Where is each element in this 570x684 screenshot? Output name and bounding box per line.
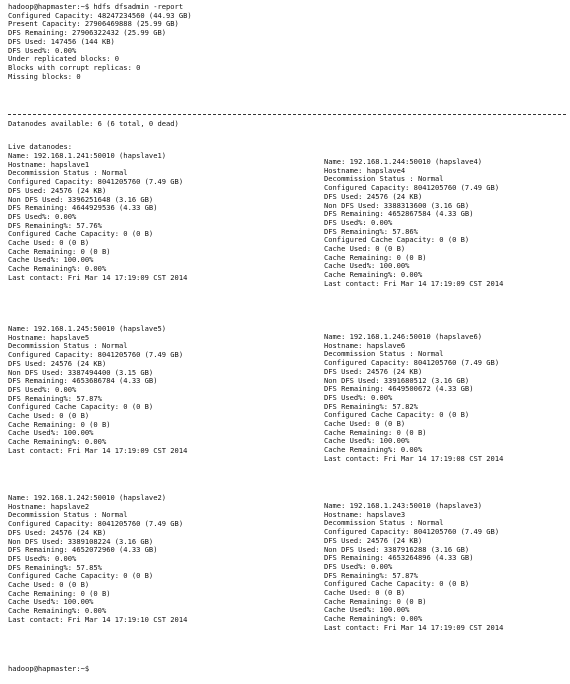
- datanode-block-hapslave2: [8, 494, 187, 625]
- datanode-line: Cache Remaining: 0 (0 B): [8, 419, 111, 429]
- datanode-block-hapslave6: [324, 333, 503, 464]
- datanode-line: DFS Remaining: 4653264896 (4.33 GB): [324, 553, 474, 563]
- datanode-line: DFS Used%: 0.00%: [324, 217, 393, 227]
- datanode-line: Cache Used: 0 (0 B): [8, 238, 90, 248]
- datanode-line: Last contact: Fri Mar 14 17:19:09 CST 2014: [8, 445, 188, 455]
- datanode-line: DFS Used%: 0.00%: [8, 211, 77, 221]
- datanode-line: Name: 192.168.1.242:50010 (hapslave2): [8, 493, 167, 502]
- datanode-line: Configured Capacity: 8041205760 (7.49 GB): [8, 177, 184, 187]
- datanode-line: Cache Used: 0 (0 B): [324, 244, 406, 254]
- datanode-line: DFS Used: 24576 (24 KB): [324, 366, 423, 376]
- datanode-line: Cache Used%: 100.00%: [8, 428, 94, 438]
- datanode-line: DFS Used: 24576 (24 KB): [324, 191, 423, 201]
- prompt-text: hadoop@hapmaster:~$: [8, 664, 90, 673]
- command-line: hadoop@hapmaster:~$ hdfs dfsadmin -report: [8, 2, 184, 11]
- datanode-line: Last contact: Fri Mar 14 17:19:09 CST 2014: [324, 622, 504, 632]
- datanode-line: Cache Remaining%: 0.00%: [324, 270, 423, 280]
- datanode-line: Cache Remaining: 0 (0 B): [324, 252, 427, 262]
- datanode-line: Cache Used%: 100.00%: [8, 255, 94, 265]
- datanode-line: DFS Used: 24576 (24 KB): [8, 527, 107, 537]
- datanode-block-hapslave4: [324, 158, 503, 289]
- datanode-line: Name: 192.168.1.246:50010 (hapslave6): [324, 332, 483, 341]
- datanode-line: Cache Used%: 100.00%: [8, 597, 94, 607]
- datanode-line: DFS Used: 24576 (24 KB): [8, 185, 107, 195]
- datanode-line: Decommission Status : Normal: [8, 168, 128, 178]
- summary-line: Under replicated blocks: 0: [8, 54, 120, 64]
- datanode-line: Cache Remaining%: 0.00%: [8, 264, 107, 274]
- datanode-line: Non DFS Used: 3388313600 (3.16 GB): [324, 200, 470, 210]
- datanode-line: DFS Remaining%: 57.86%: [324, 226, 418, 236]
- summary-line: DFS Used%: 0.00%: [8, 45, 77, 55]
- summary-line: DFS Remaining: 27906322432 (25.99 GB): [8, 28, 167, 38]
- datanode-line: DFS Used: 24576 (24 KB): [8, 358, 107, 368]
- datanode-line: Cache Remaining: 0 (0 B): [324, 596, 427, 606]
- datanode-block-hapslave5: [8, 325, 187, 456]
- datanode-line: DFS Used%: 0.00%: [8, 384, 77, 394]
- summary-line: Configured Capacity: 48247234560 (44.93 GB): [8, 10, 192, 20]
- datanode-line: DFS Used: 24576 (24 KB): [324, 535, 423, 545]
- datanode-line: Cache Used: 0 (0 B): [8, 580, 90, 590]
- datanode-line: DFS Used%: 0.00%: [8, 553, 77, 563]
- datanode-line: DFS Remaining%: 57.76%: [8, 220, 102, 230]
- datanode-line: DFS Remaining: 4644929536 (4.33 GB): [8, 203, 158, 213]
- summary-line: Present Capacity: 27906469888 (25.99 GB): [8, 19, 179, 29]
- datanode-line: DFS Used%: 0.00%: [324, 561, 393, 571]
- datanode-line: Last contact: Fri Mar 14 17:19:08 CST 2014: [324, 453, 504, 463]
- report-summary: [8, 3, 192, 81]
- summary-line: Missing blocks: 0: [8, 71, 81, 81]
- shell-prompt[interactable]: [8, 665, 89, 674]
- datanode-line: Cache Remaining%: 0.00%: [8, 606, 107, 616]
- datanode-line: DFS Remaining%: 57.87%: [324, 570, 418, 580]
- datanode-line: Decommission Status : Normal: [8, 341, 128, 351]
- datanode-line: DFS Remaining: 4649500672 (4.33 GB): [324, 384, 474, 394]
- datanode-line: Cache Used: 0 (0 B): [8, 411, 90, 421]
- summary-line: Blocks with corrupt replicas: 0: [8, 62, 141, 72]
- datanode-line: Hostname: hapslave1: [8, 159, 90, 169]
- datanode-line: Last contact: Fri Mar 14 17:19:10 CST 2014: [8, 614, 188, 624]
- datanode-line: Name: 192.168.1.245:50010 (hapslave5): [8, 324, 167, 333]
- dashed-divider: [8, 114, 566, 115]
- datanode-line: Decommission Status : Normal: [324, 518, 444, 528]
- datanode-line: Last contact: Fri Mar 14 17:19:09 CST 2014: [324, 278, 504, 288]
- datanode-line: Non DFS Used: 3391680512 (3.16 GB): [324, 375, 470, 385]
- datanode-line: Non DFS Used: 3396251648 (3.16 GB): [8, 194, 154, 204]
- datanode-line: Cache Remaining%: 0.00%: [324, 445, 423, 455]
- datanode-line: Cache Used%: 100.00%: [324, 261, 410, 271]
- datanode-line: Configured Cache Capacity: 0 (0 B): [324, 235, 470, 245]
- datanode-line: Configured Capacity: 8041205760 (7.49 GB): [324, 183, 500, 193]
- datanode-line: Hostname: hapslave4: [324, 165, 406, 175]
- datanode-line: Configured Cache Capacity: 0 (0 B): [8, 571, 154, 581]
- summary-line: DFS Used: 147456 (144 KB): [8, 36, 115, 46]
- datanodes-available-line: [8, 120, 179, 129]
- datanode-line: Cache Remaining: 0 (0 B): [8, 588, 111, 598]
- datanode-line: Decommission Status : Normal: [8, 510, 128, 520]
- datanode-line: Last contact: Fri Mar 14 17:19:09 CST 2014: [8, 272, 188, 282]
- datanode-line: Hostname: hapslave3: [324, 509, 406, 519]
- datanode-line: Configured Capacity: 8041205760 (7.49 GB): [324, 527, 500, 537]
- datanode-line: Configured Cache Capacity: 0 (0 B): [8, 402, 154, 412]
- datanode-line: Non DFS Used: 3387916288 (3.16 GB): [324, 544, 470, 554]
- datanode-line: Name: 192.168.1.241:50010 (hapslave1): [8, 151, 167, 160]
- datanode-line: DFS Remaining%: 57.82%: [324, 401, 418, 411]
- datanode-line: Hostname: hapslave5: [8, 332, 90, 342]
- datanode-line: Cache Remaining: 0 (0 B): [8, 246, 111, 256]
- datanodes-available: Datanodes available: 6 (6 total, 0 dead): [8, 119, 179, 128]
- datanode-line: Name: 192.168.1.243:50010 (hapslave3): [324, 501, 483, 510]
- datanode-line: Configured Capacity: 8041205760 (7.49 GB): [324, 358, 500, 368]
- datanode-line: Non DFS Used: 3387494400 (3.15 GB): [8, 367, 154, 377]
- datanode-line: Cache Used%: 100.00%: [324, 605, 410, 615]
- datanode-block-hapslave3: [324, 502, 503, 633]
- datanode-line: Cache Remaining%: 0.00%: [8, 437, 107, 447]
- datanode-line: Hostname: hapslave6: [324, 340, 406, 350]
- datanode-line: Cache Remaining: 0 (0 B): [324, 427, 427, 437]
- datanode-line: Configured Cache Capacity: 0 (0 B): [324, 579, 470, 589]
- datanode-line: DFS Remaining%: 57.87%: [8, 393, 102, 403]
- datanode-line: Configured Cache Capacity: 0 (0 B): [324, 410, 470, 420]
- datanode-line: DFS Remaining: 4653686784 (4.33 GB): [8, 376, 158, 386]
- datanode-line: Cache Remaining%: 0.00%: [324, 614, 423, 624]
- datanode-line: Cache Used%: 100.00%: [324, 436, 410, 446]
- datanode-line: DFS Used%: 0.00%: [324, 392, 393, 402]
- datanode-line: Non DFS Used: 3389108224 (3.16 GB): [8, 536, 154, 546]
- datanode-block-hapslave1: [8, 152, 187, 283]
- datanode-line: DFS Remaining: 4652072960 (4.33 GB): [8, 545, 158, 555]
- datanode-line: Name: 192.168.1.244:50010 (hapslave4): [324, 157, 483, 166]
- live-datanodes-label: Live datanodes:: [8, 142, 73, 151]
- datanode-line: Configured Capacity: 8041205760 (7.49 GB): [8, 519, 184, 529]
- datanode-line: DFS Remaining: 4652867584 (4.33 GB): [324, 209, 474, 219]
- datanode-line: DFS Remaining%: 57.85%: [8, 562, 102, 572]
- datanode-line: Hostname: hapslave2: [8, 501, 90, 511]
- datanode-line: Decommission Status : Normal: [324, 349, 444, 359]
- datanode-line: Cache Used: 0 (0 B): [324, 588, 406, 598]
- datanode-line: Configured Capacity: 8041205760 (7.49 GB): [8, 350, 184, 360]
- datanode-line: Decommission Status : Normal: [324, 174, 444, 184]
- datanode-line: Cache Used: 0 (0 B): [324, 419, 406, 429]
- datanode-line: Configured Cache Capacity: 0 (0 B): [8, 229, 154, 239]
